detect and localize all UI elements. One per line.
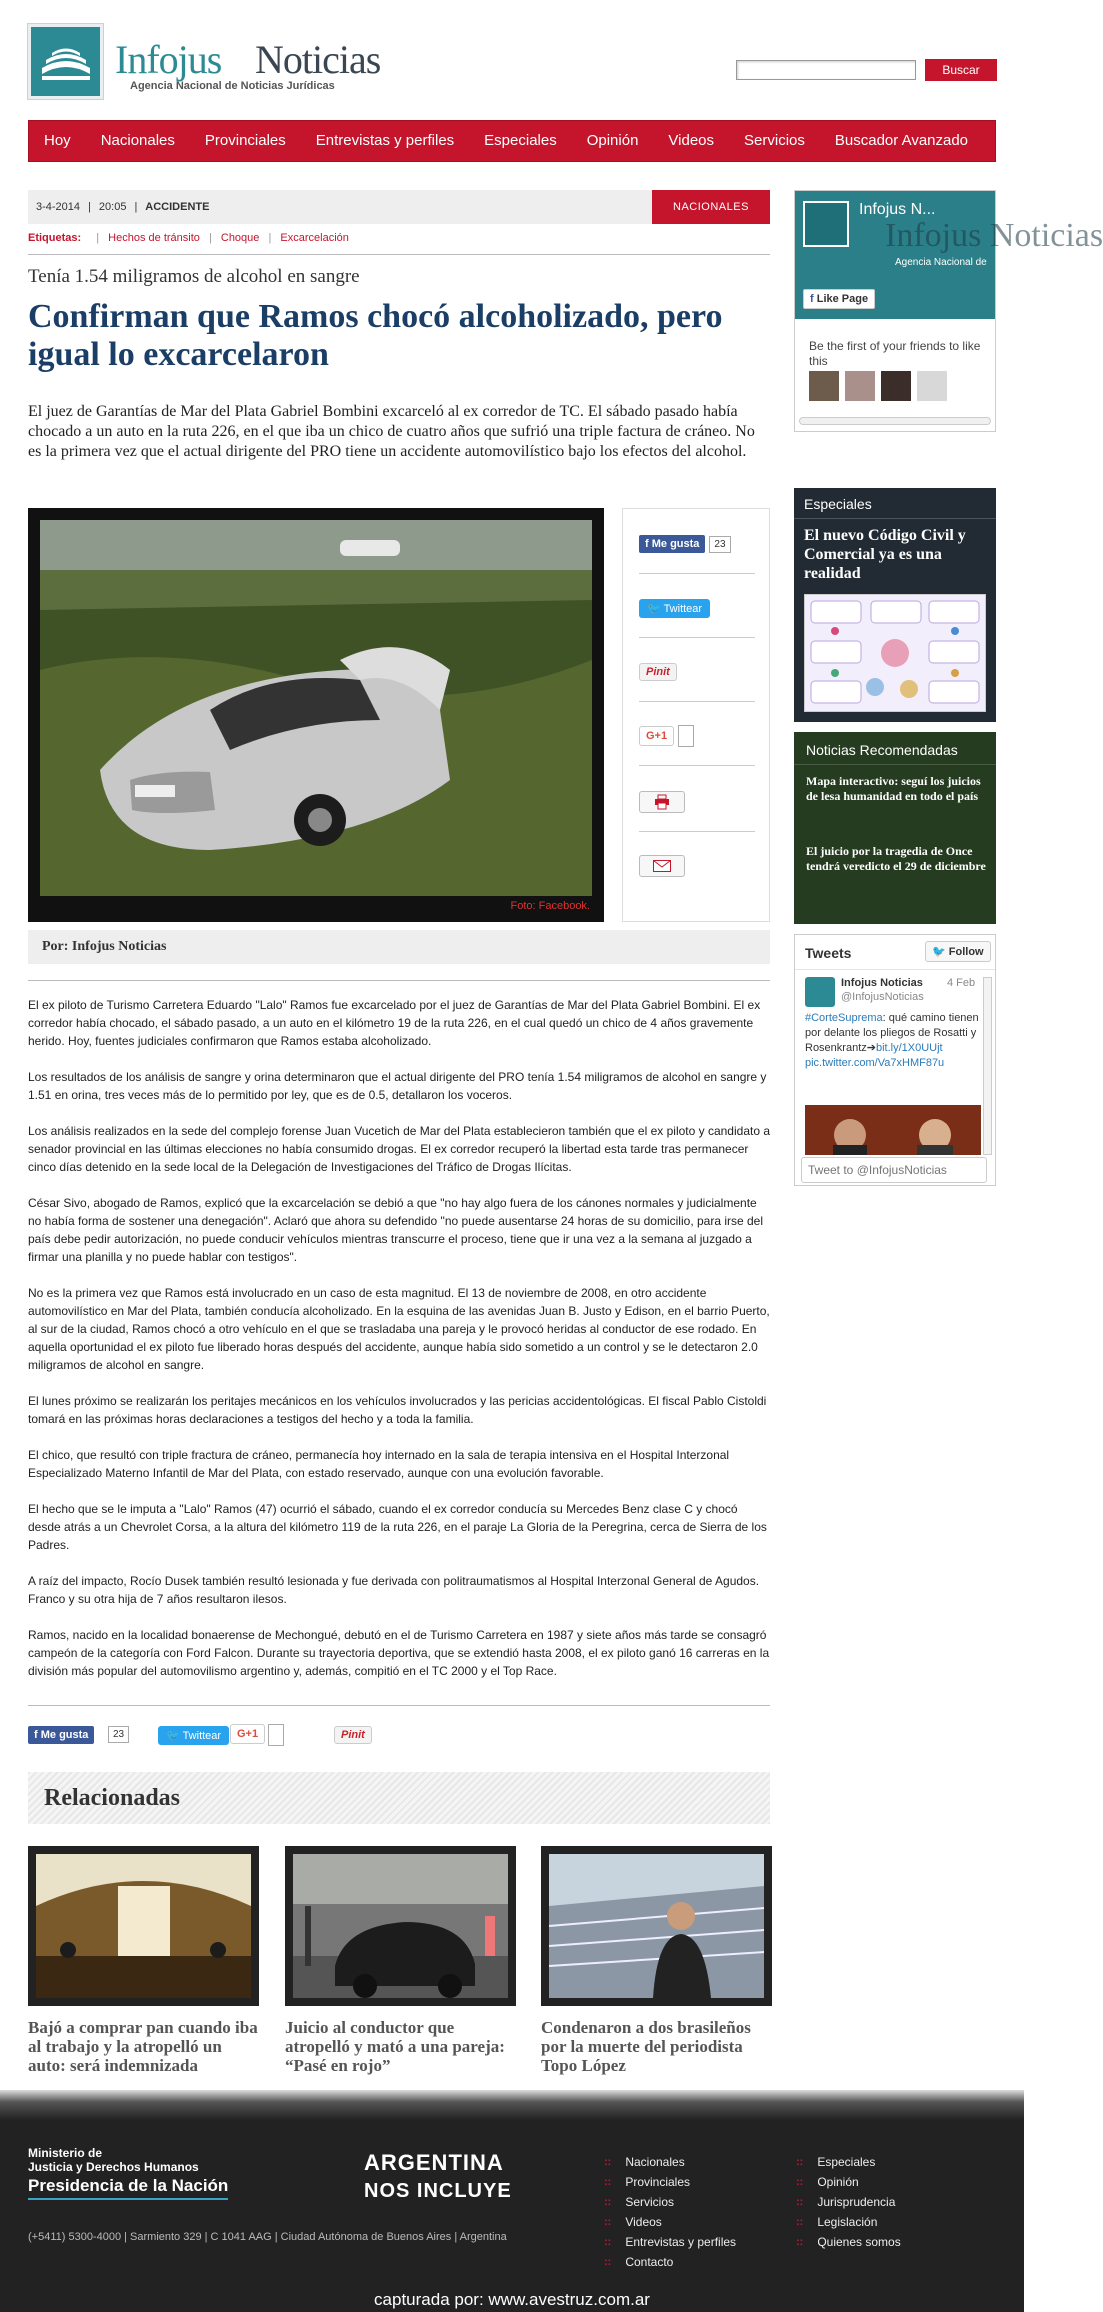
article-photo: [28, 508, 604, 922]
footer-link[interactable]: :: Servicios: [604, 2192, 736, 2212]
tweet-text: [805, 1011, 983, 1071]
recomendada-link[interactable]: Mapa interactivo: seguí los juicios de lesa humanidad en todo el país: [806, 774, 981, 803]
tag-link[interactable]: Excarcelación: [280, 232, 349, 244]
related-thumbnail[interactable]: [541, 1846, 772, 2006]
footer-links-col1: [604, 2152, 736, 2272]
footer-argentina-subtitle: NOS INCLUYE: [364, 2180, 512, 2202]
recomendadas-heading: Noticias Recomendadas: [806, 742, 958, 758]
article-headline: Confirman que Ramos chocó alcoholizado, pero igual lo excarcelaron: [28, 298, 723, 373]
codigo-civil-illustration: [805, 595, 985, 711]
footer-link[interactable]: :: Contacto: [604, 2252, 736, 2272]
friend-avatar[interactable]: [917, 371, 947, 401]
tweets-heading: Tweets: [805, 945, 852, 961]
facebook-like-count: 23: [709, 536, 730, 553]
nav-item-opinion[interactable]: Opinión: [586, 132, 639, 149]
article-paragraph: El hecho que se le imputa a "Lalo" Ramos (47) ocurrió el sábado, cuando el ex corredor conducía su Mercedes Benz clase C y chocó desde atrás a un Chevrolet Corsa, a la altura del kilómetro 119 de la ruta 226, en el paraje La Gloria de la Peregrina, cerca de Sierra de los Padres.: [28, 1502, 767, 1552]
article-paragraph: A raíz del impacto, Rocío Dusek también resultó lesionada y fue derivada con politraumatismos al Hospital Interzonal General de Agudos. Franco y su otra hija de 7 años resultaron ilesos.: [28, 1574, 760, 1606]
tag-separator: |: [268, 232, 272, 244]
divider: [794, 764, 996, 765]
logo-subtitle: Agencia Nacional de Noticias Jurídicas: [130, 80, 335, 92]
print-button[interactable]: [639, 791, 685, 813]
tweet-scrollbar[interactable]: [983, 977, 992, 1155]
footer-link[interactable]: :: Quienes somos: [796, 2232, 901, 2252]
envelope-icon: [653, 860, 671, 872]
facebook-page-widget: [794, 190, 1103, 432]
share-panel: [622, 508, 770, 922]
logo-word-noticias: Noticias: [255, 37, 381, 82]
footer-link[interactable]: :: Jurisprudencia: [796, 2192, 901, 2212]
footer-link[interactable]: :: Especiales: [796, 2152, 901, 2172]
article-lead: El juez de Garantías de Mar del Plata Gabriel Bombini excarceló al ex corredor de TC. El sábado pasado había chocado a un auto en la ruta 226, en el que iba un chico de cuatro años que sufrió una triple factura de cráneo. No es la primera vez que el actual dirigente del PRO tiene un accidente automovilístico bajo los efectos del alcohol.: [28, 403, 755, 460]
related-thumbnail[interactable]: [285, 1846, 516, 2006]
twitter-bird-icon: 🐦: [166, 1730, 183, 1742]
especiales-box: [794, 488, 996, 722]
tweet-author-name[interactable]: Infojus Noticias: [841, 977, 923, 989]
footer-link[interactable]: :: Legislación: [796, 2212, 901, 2232]
footer-links-col2: [796, 2152, 901, 2252]
photo-credit: Foto: Facebook.: [510, 900, 590, 912]
related-title[interactable]: Condenaron a dos brasileños por la muerte del periodista Topo López: [541, 2018, 751, 2075]
especiales-image[interactable]: [804, 594, 986, 712]
footer-presidencia[interactable]: Presidencia de la Nación: [28, 2176, 228, 2200]
tag-separator: |: [96, 232, 100, 244]
facebook-like-count: 23: [108, 1726, 129, 1743]
article-paragraph: El lunes próximo se realizarán los peritajes mecánicos en los vehículos involucrados y las pericias accidentológicas. El fiscal Pablo Cistoldi tomará en las próximas horas declaraciones a testigos del hecho y a toda la familia.: [28, 1394, 767, 1426]
related-card[interactable]: [541, 1846, 772, 2075]
google-plus-count: [268, 1724, 284, 1746]
cover-logo-text: Infojus Noticias: [885, 217, 1103, 254]
email-button[interactable]: [639, 855, 685, 877]
page-avatar[interactable]: [803, 201, 849, 247]
article-kicker: Tenía 1.54 miligramos de alcohol en sangre: [28, 266, 360, 287]
footer-link[interactable]: :: Videos: [604, 2212, 736, 2232]
divider: [639, 765, 755, 766]
divider: [639, 701, 755, 702]
google-plus-count: [678, 725, 694, 747]
divider: [28, 1705, 770, 1706]
friend-avatar[interactable]: [809, 371, 839, 401]
divider: [639, 573, 755, 574]
nav-item-provinciales[interactable]: Provinciales: [204, 132, 286, 149]
tweet-button[interactable]: [158, 1726, 229, 1745]
tweet-avatar[interactable]: [805, 977, 835, 1007]
tag-link[interactable]: Choque: [220, 232, 260, 244]
facebook-like-button[interactable]: [639, 535, 705, 553]
article-paragraph: No es la primera vez que Ramos está involucrado en un caso de esta magnitud. El 13 de noviembre de 2008, en otro accidente automovilístico en Mar del Plata, también conducía alcoholizado. En la esquina de las avenidas Juan B. Justo y Edison, en el barrio Puerto, al sur de la ciudad, Ramos chocó a otro vehículo en el que se trasladaba una pareja y le provocó heridas al conductor de ese rodado. En aquella oportunidad el ex piloto fue liberado horas después del accidente, aunque había sido sometido a un control y se le detectaron 2.0 miligramos de alcohol en sangre.: [28, 1286, 770, 1372]
article-paragraph: El ex piloto de Turismo Carretera Eduardo "Lalo" Ramos fue excarcelado por el juez de Garantías de Mar del Plata Gabriel Bombini. El ex corredor había chocado, el sábado pasado, a un auto en el kilómetro 19 de la ruta 226, en el cual quedó un chico de 4 años gravemente herido. Hoy, fuentes judiciales confirmaron que Ramos estaba alcoholizado.: [28, 998, 761, 1048]
stadium-journalist-image: [541, 1846, 772, 2006]
nav-item-nacionales[interactable]: Nacionales: [100, 132, 175, 149]
twitter-bird-icon: 🐦: [647, 603, 664, 615]
capture-credit: capturada por: www.avestruz.com.ar: [374, 2290, 650, 2309]
related-thumbnail[interactable]: [28, 1846, 259, 2006]
facebook-like-group: [639, 535, 731, 553]
footer-link[interactable]: :: Entrevistas y perfiles: [604, 2232, 736, 2252]
tweet-date[interactable]: 4 Feb: [947, 977, 976, 989]
widget-scrollbar[interactable]: [799, 417, 991, 425]
page-name[interactable]: Infojus N...: [859, 201, 936, 218]
article-category: ACCIDENTE: [145, 201, 210, 213]
nav-item-videos[interactable]: Videos: [668, 132, 715, 149]
nav-item-especiales[interactable]: Especiales: [484, 132, 557, 149]
footer-address: (+5411) 5300-4000 | Sarmiento 329 | C 1041 AAG | Ciudad Autónoma de Buenos Aires | Argentina: [28, 2231, 507, 2243]
tweet-image[interactable]: [805, 1105, 981, 1155]
tweet-to-input[interactable]: [801, 1157, 987, 1183]
divider: [639, 637, 755, 638]
tweet-pic-link[interactable]: pic.twitter.com/Va7xHMF87u: [805, 1057, 945, 1069]
article-paragraph: César Sivo, abogado de Ramos, explicó que la excarcelación se debió a que "no hay algo fuera de los cánones normales y judicialmente no había forma de sostener una denegación". Aclaró que ahora su defendido "no puede ausentarse 24 horas de su domicilio, para irse del país debe pedir autorización, no puede conducir vehículos mientras transcurre el proceso, tiene que ir una vez a la semana al juzgado a firmar una planilla y no puede hablar con testigos".: [28, 1196, 764, 1264]
twitter-bird-icon: 🐦: [932, 946, 949, 958]
related-title[interactable]: Juicio al conductor que atropelló y mató a una pareja: “Pasé en rojo”: [285, 2018, 505, 2075]
site-logo[interactable]: [28, 24, 103, 99]
tweet-hashtag[interactable]: #CorteSuprema: [805, 1012, 883, 1024]
crash-photo-image: [40, 520, 592, 896]
article-byline: Por: Infojus Noticias: [28, 930, 770, 964]
article-paragraph: El chico, que resultó con triple fractura de cráneo, permanecía hoy internado en la sala de terapia intensiva en el Hospital Interzonal Especializado Materno Infantil de Mar del Plata, con estado reservado, aunque con una evolución favorable.: [28, 1448, 730, 1480]
pinit-button[interactable]: Pinit: [334, 1726, 372, 1744]
like-page-button[interactable]: [803, 289, 875, 309]
pinit-button[interactable]: Pinit: [639, 663, 677, 681]
related-card[interactable]: [28, 1846, 259, 2075]
bottom-share-bar: [28, 1726, 770, 1748]
book-icon: [38, 40, 94, 84]
like-page-label: Like Page: [816, 293, 869, 305]
tweet-body: : qué camino tienen por delante los pliegos de Rosatti y Rosenkrantz➔: [805, 1012, 979, 1054]
main-nav: [28, 120, 996, 162]
friend-avatar[interactable]: [881, 371, 911, 401]
nav-item-entrevistas[interactable]: Entrevistas y perfiles: [315, 132, 455, 149]
footer-link[interactable]: :: Opinión: [796, 2172, 901, 2192]
facebook-like-label: Me gusta: [651, 538, 700, 550]
friend-avatar[interactable]: [845, 371, 875, 401]
cover-logo-subtitle: Agencia Nacional de: [895, 257, 987, 268]
recomendadas-box: [794, 732, 996, 924]
nav-item-hoy[interactable]: Hoy: [44, 132, 71, 149]
nav-item-buscador[interactable]: Buscador Avanzado: [834, 132, 969, 149]
tweet-author-handle[interactable]: @InfojusNoticias: [841, 991, 924, 1003]
meta-separator: |: [134, 201, 138, 213]
divider: [639, 831, 755, 832]
facebook-icon: f: [810, 293, 817, 305]
tweet-label: Twittear: [182, 1730, 222, 1742]
google-plus-button[interactable]: G+1: [639, 726, 674, 746]
divider: [794, 518, 996, 519]
facebook-friends-text: Be the first of your friends to like this: [809, 339, 981, 368]
tweet-button[interactable]: [639, 599, 710, 618]
recomendada-link[interactable]: El juicio por la tragedia de Once tendrá veredicto el 29 de diciembre: [806, 844, 986, 873]
footer-link[interactable]: :: Nacionales: [604, 2152, 736, 2172]
footer-argentina-title: ARGENTINA: [364, 2150, 504, 2175]
logo-word-infojus: Infojus: [115, 37, 222, 82]
follow-label: Follow: [948, 946, 984, 958]
tweet-photo: [805, 1105, 981, 1155]
footer-ministry[interactable]: Ministerio de Justicia y Derechos Humanos: [28, 2146, 199, 2174]
related-title[interactable]: Bajó a comprar pan cuando iba al trabajo y la atropelló un auto: será indemnizada: [28, 2018, 258, 2075]
facebook-like-label: Me gusta: [40, 1729, 89, 1741]
search-input[interactable]: [736, 60, 916, 80]
crashed-car-image: [285, 1846, 516, 2006]
printer-icon: [654, 795, 670, 809]
tweet-label: Twittear: [663, 603, 703, 615]
courtroom-image: [28, 1846, 259, 2006]
article-date: 3-4-2014: [36, 201, 81, 213]
twitter-follow-button[interactable]: [925, 941, 991, 962]
related-card[interactable]: [285, 1846, 516, 2075]
facebook-like-button[interactable]: [28, 1726, 94, 1744]
article-paragraph: Los análisis realizados en la sede del complejo forense Juan Vucetich de Mar del Plata establecieron también que el ex piloto y candidato a senador provincial en las últimas elecciones no había consumido drogas. El ex corredor recuperó la libertad esta tarde tras permanecer cinco días detenido en la sede local de la Delegación de Investigaciones del Tráfico de Drogas Ilícitas.: [28, 1124, 771, 1174]
divider: [28, 254, 770, 255]
section-badge[interactable]: NACIONALES: [652, 190, 770, 224]
tag-separator: |: [208, 232, 212, 244]
article-paragraph: Los resultados de los análisis de sangre y orina determinaron que el actual dirigente del PRO tenía 1.54 miligramos de alcohol en sangre y 1.51 en orina, tres veces más de lo permitido por ley, que es de 0.5, detallaron los voceros.: [28, 1070, 767, 1102]
footer-link[interactable]: :: Provinciales: [604, 2172, 736, 2192]
search-button[interactable]: Buscar: [925, 59, 997, 81]
nav-item-servicios[interactable]: Servicios: [744, 132, 805, 149]
twitter-widget: [794, 934, 996, 1186]
facebook-cover[interactable]: [795, 191, 1103, 319]
facebook-icon: f: [34, 1729, 41, 1741]
tweet-link[interactable]: bit.ly/1X0UUjt: [875, 1042, 943, 1054]
especiales-title[interactable]: El nuevo Código Civil y Comercial ya es una realidad: [804, 527, 966, 582]
tags-row: [28, 232, 349, 244]
article-paragraph: Ramos, nacido en la localidad bonaerense de Mechongué, debutó en el de Turismo Carretera en 1987 y siete años más tarde se consagró campeón de la categoría con Ford Falcon. Durante su trayectoria deportiva, que se extendió hasta 2008, el ex piloto ganó 16 carreras en la división más popular del automovilismo argentino y, además, compitió en el TC 2000 y el Top Race.: [28, 1628, 770, 1678]
divider: [28, 980, 770, 981]
divider: [795, 969, 995, 970]
article-body: [28, 996, 770, 1698]
especiales-heading: Especiales: [804, 496, 872, 512]
facebook-icon: f: [645, 538, 652, 550]
meta-separator: |: [88, 201, 91, 213]
article-time: 20:05: [98, 201, 127, 213]
tag-link[interactable]: Hechos de tránsito: [108, 232, 200, 244]
tags-label: Etiquetas:: [28, 232, 82, 244]
related-heading: Relacionadas: [28, 1772, 770, 1824]
google-plus-button[interactable]: G+1: [230, 1724, 265, 1744]
